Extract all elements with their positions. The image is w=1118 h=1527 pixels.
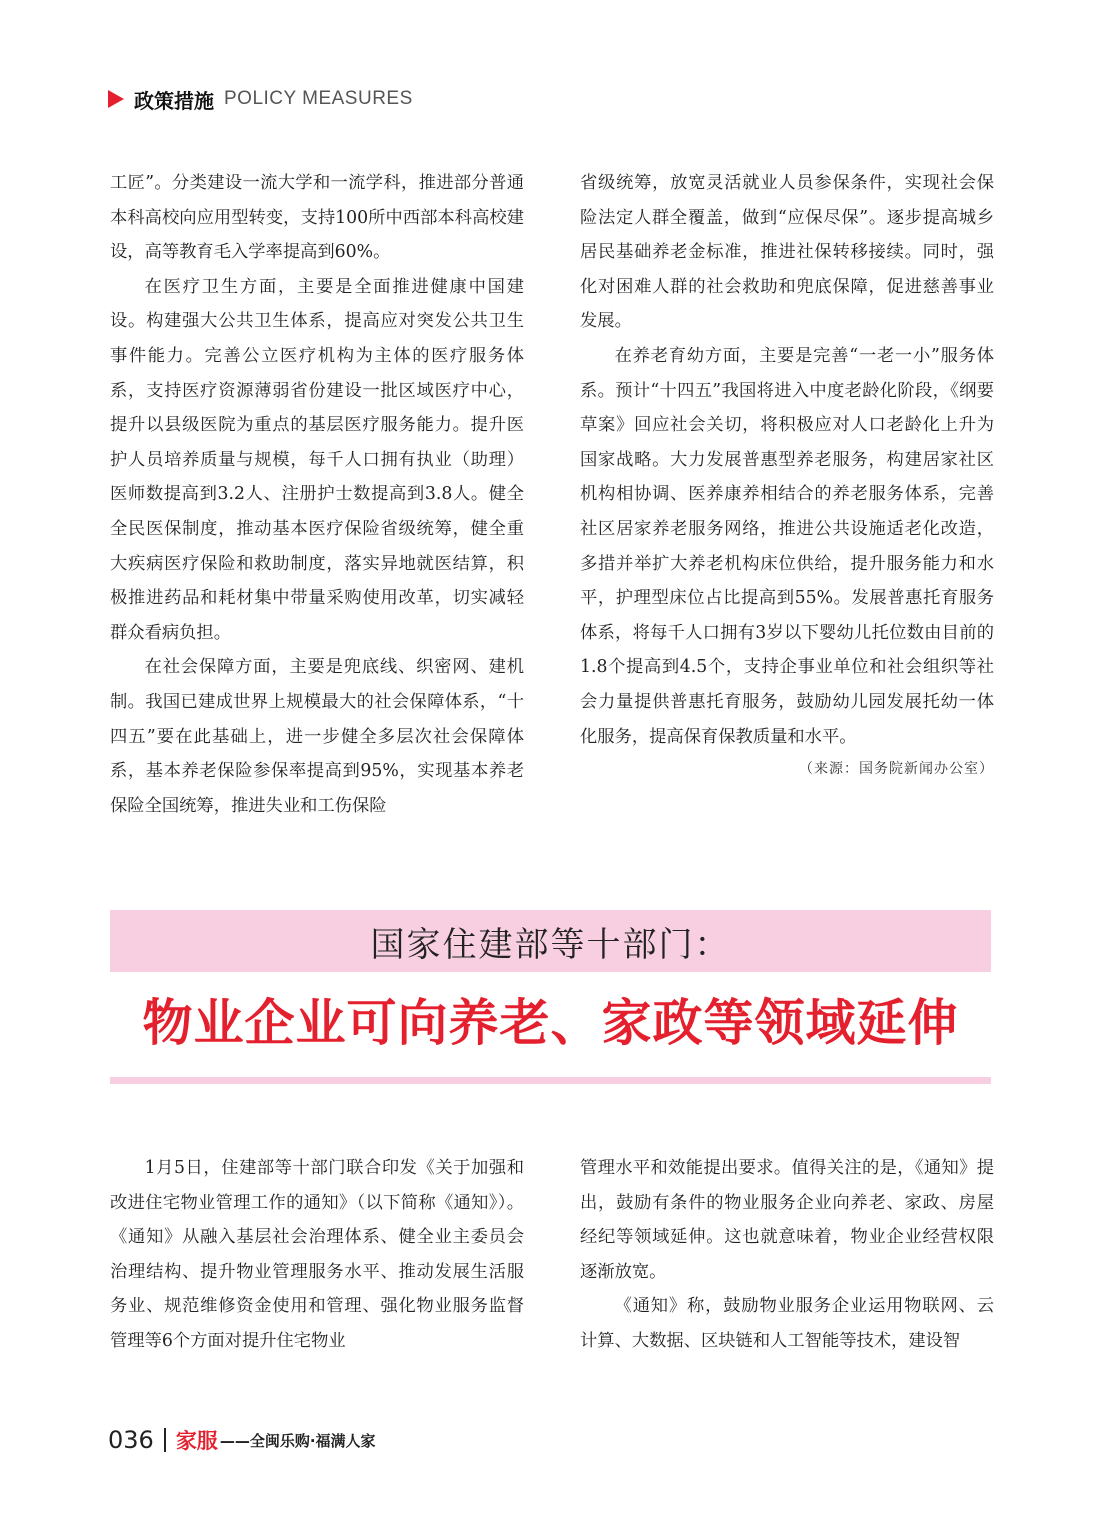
headline-kicker: 国家住建部等十部门： xyxy=(370,924,731,965)
source-note: （来源：国务院新闻办公室） xyxy=(799,761,994,778)
paragraph: 《通知》称，鼓励物业服务企业运用物联网、云计算、大数据、区块链和人工智能等技术，建设智 xyxy=(580,1296,994,1351)
article-title: 物业企业可向养老、家政等领域延伸 xyxy=(142,994,959,1052)
article1-column-left xyxy=(110,166,524,823)
section-title-en: POLICY MEASURES xyxy=(224,88,413,109)
paragraph: 1月5日，住建部等十部门联合印发《关于加强和改进住宅物业管理工作的通知》（以下简称《通知》）。《通知》从融入基层社会治理体系、健全业主委员会治理结构、提升物业管理服务水平、推动发展生活服务业、规范维修资金使用和管理、强化物业服务监督管理等6个方面对提升住宅物业 xyxy=(110,1158,524,1351)
page-footer xyxy=(108,1420,376,1460)
section-header xyxy=(108,84,413,114)
footer-separator xyxy=(164,1428,166,1452)
triangle-marker-icon xyxy=(108,90,124,108)
title-divider xyxy=(110,1077,991,1084)
magazine-brand: 家服 xyxy=(175,1429,218,1453)
paragraph: 在养老育幼方面，主要是完善“一老一小”服务体系。预计“十四五”我国将进入中度老龄化阶段，《纲要草案》回应社会关切，将积极应对人口老龄化上升为国家战略。大力发展普惠型养老服务，构建居家社区机构相协调、医养康养相结合的养老服务体系，完善社区居家养老服务网络，推进公共设施适老化改造，多措并举扩大养老机构床位供给，提升服务能力和水平，护理型床位占比提高到55%。发展普惠托育服务体系，将每千人口拥有3岁以下婴幼儿托位数由目前的1.8个提高到4.5个，支持企事业单位和社会组织等社会力量提供普惠托育服务，鼓励幼儿园发展托幼一体化服务，提高保育保教质量和水平。 xyxy=(580,345,994,747)
headline-kicker-band xyxy=(110,910,991,972)
paragraph: 省级统筹，放宽灵活就业人员参保条件，实现社会保险法定人群全覆盖，做到“应保尽保”。逐步提高城乡居民基础养老金标准，推进社保转移接续。同时，强化对困难人群的社会救助和兜底保障，促进慈善事业发展。 xyxy=(580,173,994,332)
article1-column-right xyxy=(580,166,994,784)
article2-column-left xyxy=(110,1151,524,1359)
paragraph: 管理水平和效能提出要求。值得关注的是，《通知》提出，鼓励有条件的物业服务企业向养老、家政、房屋经纪等领域延伸。这也就意味着，物业企业经营权限逐渐放宽。 xyxy=(580,1158,994,1282)
section-title-cn: 政策措施 xyxy=(134,88,214,113)
page-number: 036 xyxy=(108,1426,154,1454)
article2-column-right xyxy=(580,1151,994,1359)
paragraph: 工匠”。分类建设一流大学和一流学科，推进部分普通本科高校向应用型转变，支持100所中西部本科高校建设，高等教育毛入学率提高到60%。 xyxy=(110,173,524,263)
magazine-slogan: ——全闽乐购·福满人家 xyxy=(219,1431,376,1450)
paragraph: 在社会保障方面，主要是兜底线、织密网、建机制。我国已建成世界上规模最大的社会保障体系，“十四五”要在此基础上，进一步健全多层次社会保障体系，基本养老保险参保率提高到95%，实现基本养老保险全国统筹，推进失业和工伤保险 xyxy=(110,657,524,816)
paragraph: 在医疗卫生方面，主要是全面推进健康中国建设。构建强大公共卫生体系，提高应对突发公共卫生事件能力。完善公立医疗机构为主体的医疗服务体系，支持医疗资源薄弱省份建设一批区域医疗中心，提升以县级医院为重点的基层医疗服务能力。提升医护人员培养质量与规模，每千人口拥有执业（助理）医师数提高到3.2人、注册护士数提高到3.8人。健全全民医保制度，推动基本医疗保险省级统筹，健全重大疾病医疗保险和救助制度，落实异地就医结算，积极推进药品和耗材集中带量采购使用改革，切实减轻群众看病负担。 xyxy=(110,276,524,643)
